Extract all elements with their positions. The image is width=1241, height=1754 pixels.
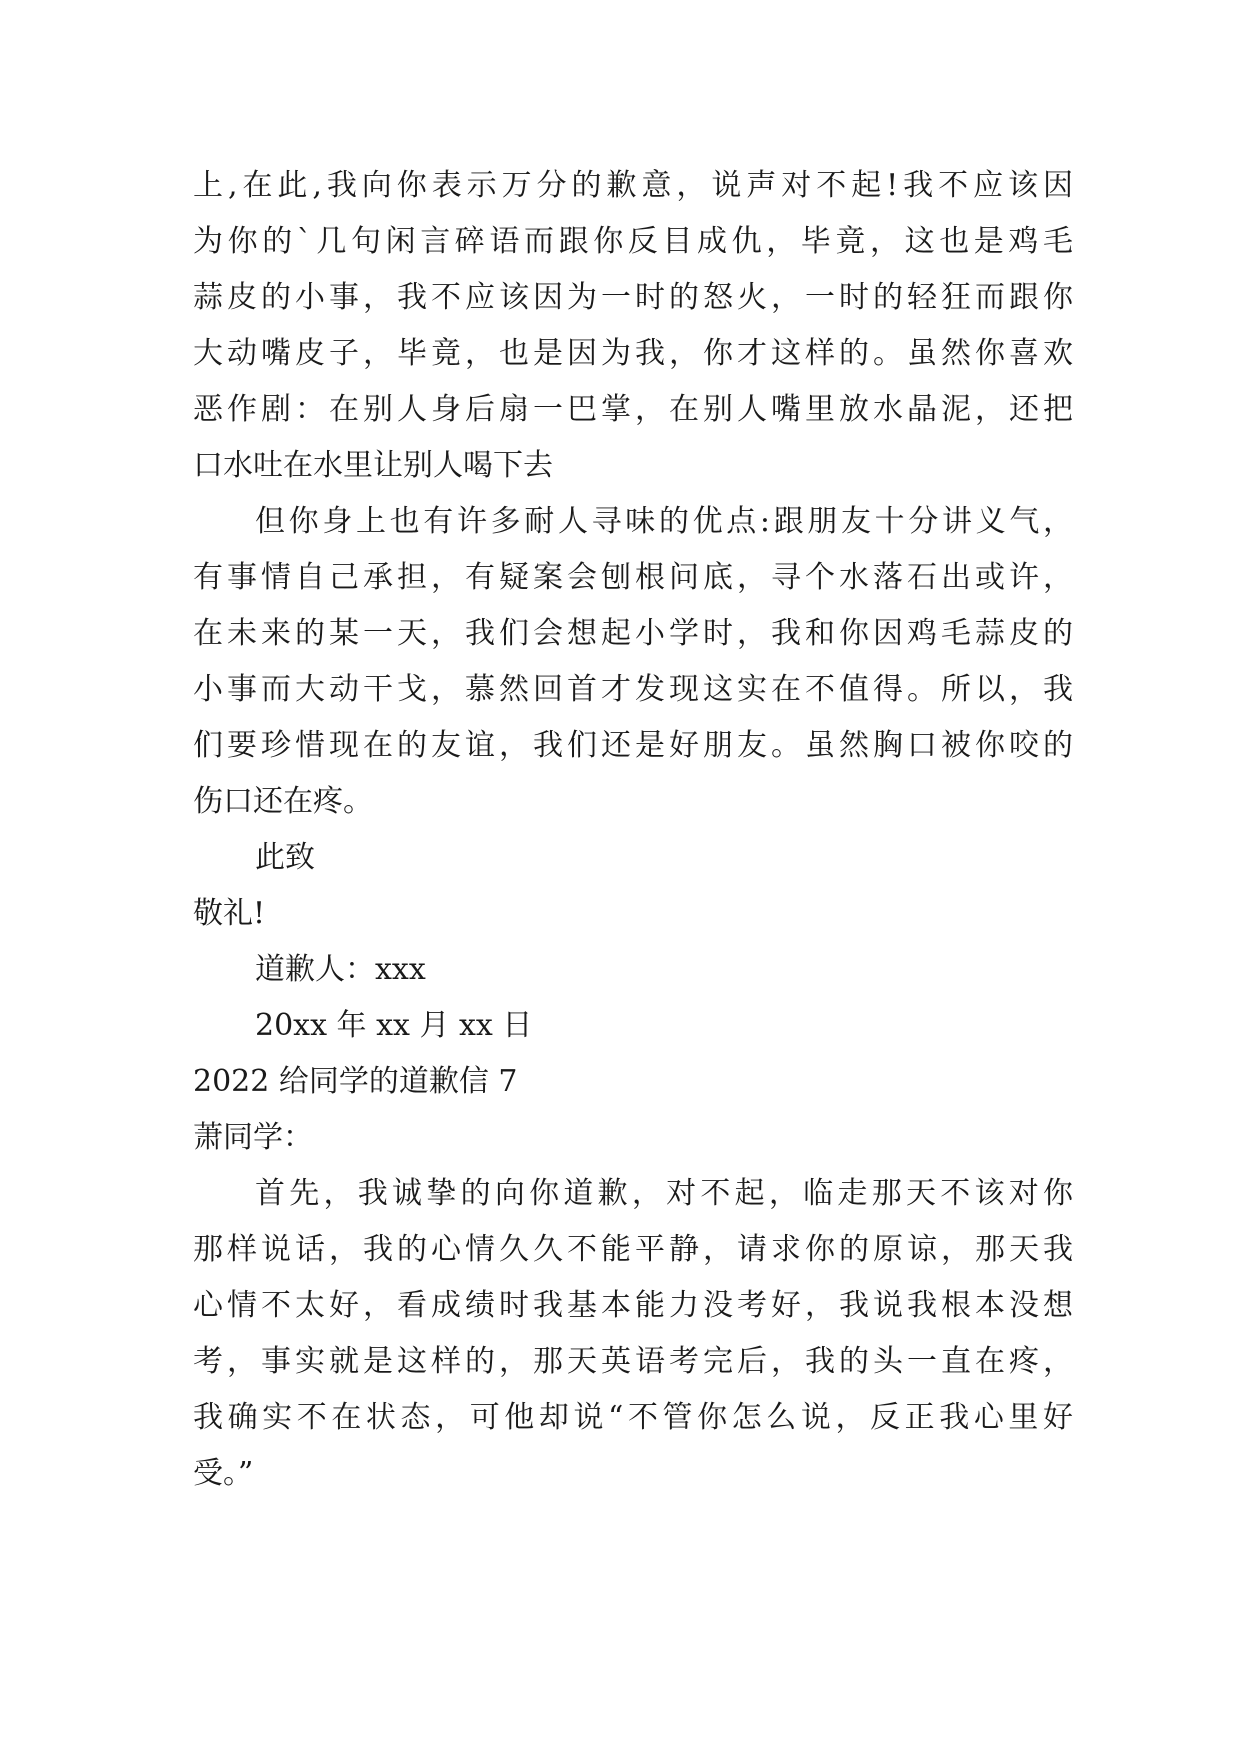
paragraph-1-line-6: 口水吐在水里让别人喝下去 [193,448,553,483]
paragraph-1-line-4: 大动嘴皮子，毕竟，也是因为我，你才这样的。虽然你喜欢 [193,336,1073,371]
paragraph-2-line-6: 伤口还在疼。 [193,784,373,819]
paragraph-1-line-2: 为你的`几句闲言碎语而跟你反目成仇，毕竟，这也是鸡毛 [193,224,1073,259]
paragraph-1-line-1: 上,在此,我向你表示万分的歉意，说声对不起!我不应该因 [193,168,1073,203]
paragraph-3-line-3: 心情不太好，看成绩时我基本能力没考好，我说我根本没想 [193,1288,1073,1323]
paragraph-3-line-6: 受。” [193,1456,254,1491]
greeting-line: 萧同学： [193,1120,313,1155]
letter-body [193,158,1073,1502]
paragraph-1-line-3: 蒜皮的小事，我不应该因为一时的怒火，一时的轻狂而跟你 [193,280,1073,315]
paragraph-1-line-5: 恶作剧：在别人身后扇一巴掌，在别人嘴里放水晶泥，还把 [193,392,1073,427]
closing-phrase: 此致 [255,840,315,875]
signer-line: 道歉人：xxx [255,952,426,987]
paragraph-2-line-2: 有事情自己承担，有疑案会刨根问底，寻个水落石出或许， [193,560,1073,595]
paragraph-3-line-2: 那样说话，我的心情久久不能平静，请求你的原谅，那天我 [193,1232,1073,1267]
date-line: 20xx 年 xx 月 xx 日 [255,1008,533,1043]
paragraph-3-line-1: 首先，我诚挚的向你道歉，对不起，临走那天不该对你 [255,1176,1073,1211]
paragraph-2-line-1: 但你身上也有许多耐人寻味的优点:跟朋友十分讲义气， [255,504,1073,539]
paragraph-2-line-4: 小事而大动干戈，慕然回首才发现这实在不值得。所以，我 [193,672,1073,707]
paragraph-2-line-5: 们要珍惜现在的友谊，我们还是好朋友。虽然胸口被你咬的 [193,728,1073,763]
paragraph-3-line-5: 我确实不在状态，可他却说“不管你怎么说，反正我心里好 [193,1400,1073,1435]
salutation: 敬礼! [193,896,266,931]
paragraph-2-line-3: 在未来的某一天，我们会想起小学时，我和你因鸡毛蒜皮的 [193,616,1073,651]
paragraph-3-line-4: 考，事实就是这样的，那天英语考完后，我的头一直在疼， [193,1344,1073,1379]
section-heading: 2022 给同学的道歉信 7 [193,1064,518,1099]
